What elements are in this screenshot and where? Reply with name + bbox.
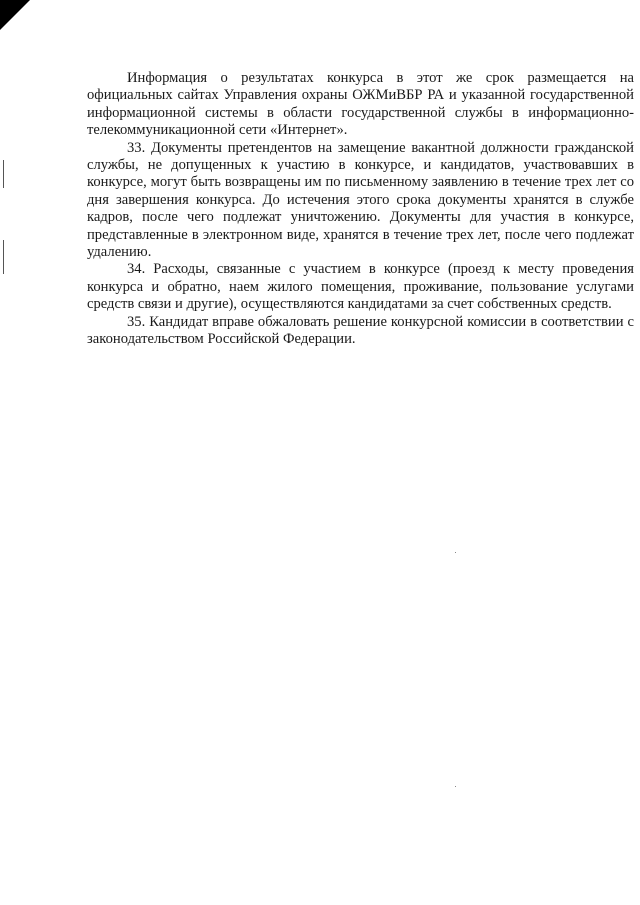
paragraph-34-expenses: 34. Расходы, связанные с участием в конкурсе (проезд к месту проведения конкурса и обратно, наем жилого помещения, проживание, пользование услугами средств связи и другие), осуществляются кандидатами за счет собственных средств. xyxy=(87,261,634,313)
paragraph-33-documents-return: 33. Документы претендентов на замещение вакантной должности гражданской службы, не допущенных к участию в конкурсе, и кандидатов, участвовавших в конкурсе, могут быть возвращены им по письменному заявлению в течение трех лет со дня завершения конкурса. До истечения этого срока документы хранятся в службе кадров, после чего подлежат уничтожению. Документы для участия в конкурсе, представленные в электронном виде, хранятся в течение трех лет, после чего подлежат удалению. xyxy=(87,139,634,261)
scan-speck xyxy=(455,552,456,553)
scan-edge-mark xyxy=(3,240,4,274)
document-body xyxy=(87,70,634,349)
scan-edge-mark xyxy=(3,160,4,188)
paragraph-results-info: Информация о результатах конкурса в этот же срок размещается на официальных сайтах Управления охраны ОЖМиВБР РА и указанной государственной информационной системы в области государственной службы в информационно-телекоммуникационной сети «Интернет». xyxy=(87,70,634,139)
scan-speck xyxy=(455,786,456,787)
scan-corner-shadow xyxy=(0,0,30,30)
paragraph-35-appeal: 35. Кандидат вправе обжаловать решение конкурсной комиссии в соответствии с законодательством Российской Федерации. xyxy=(87,313,634,348)
